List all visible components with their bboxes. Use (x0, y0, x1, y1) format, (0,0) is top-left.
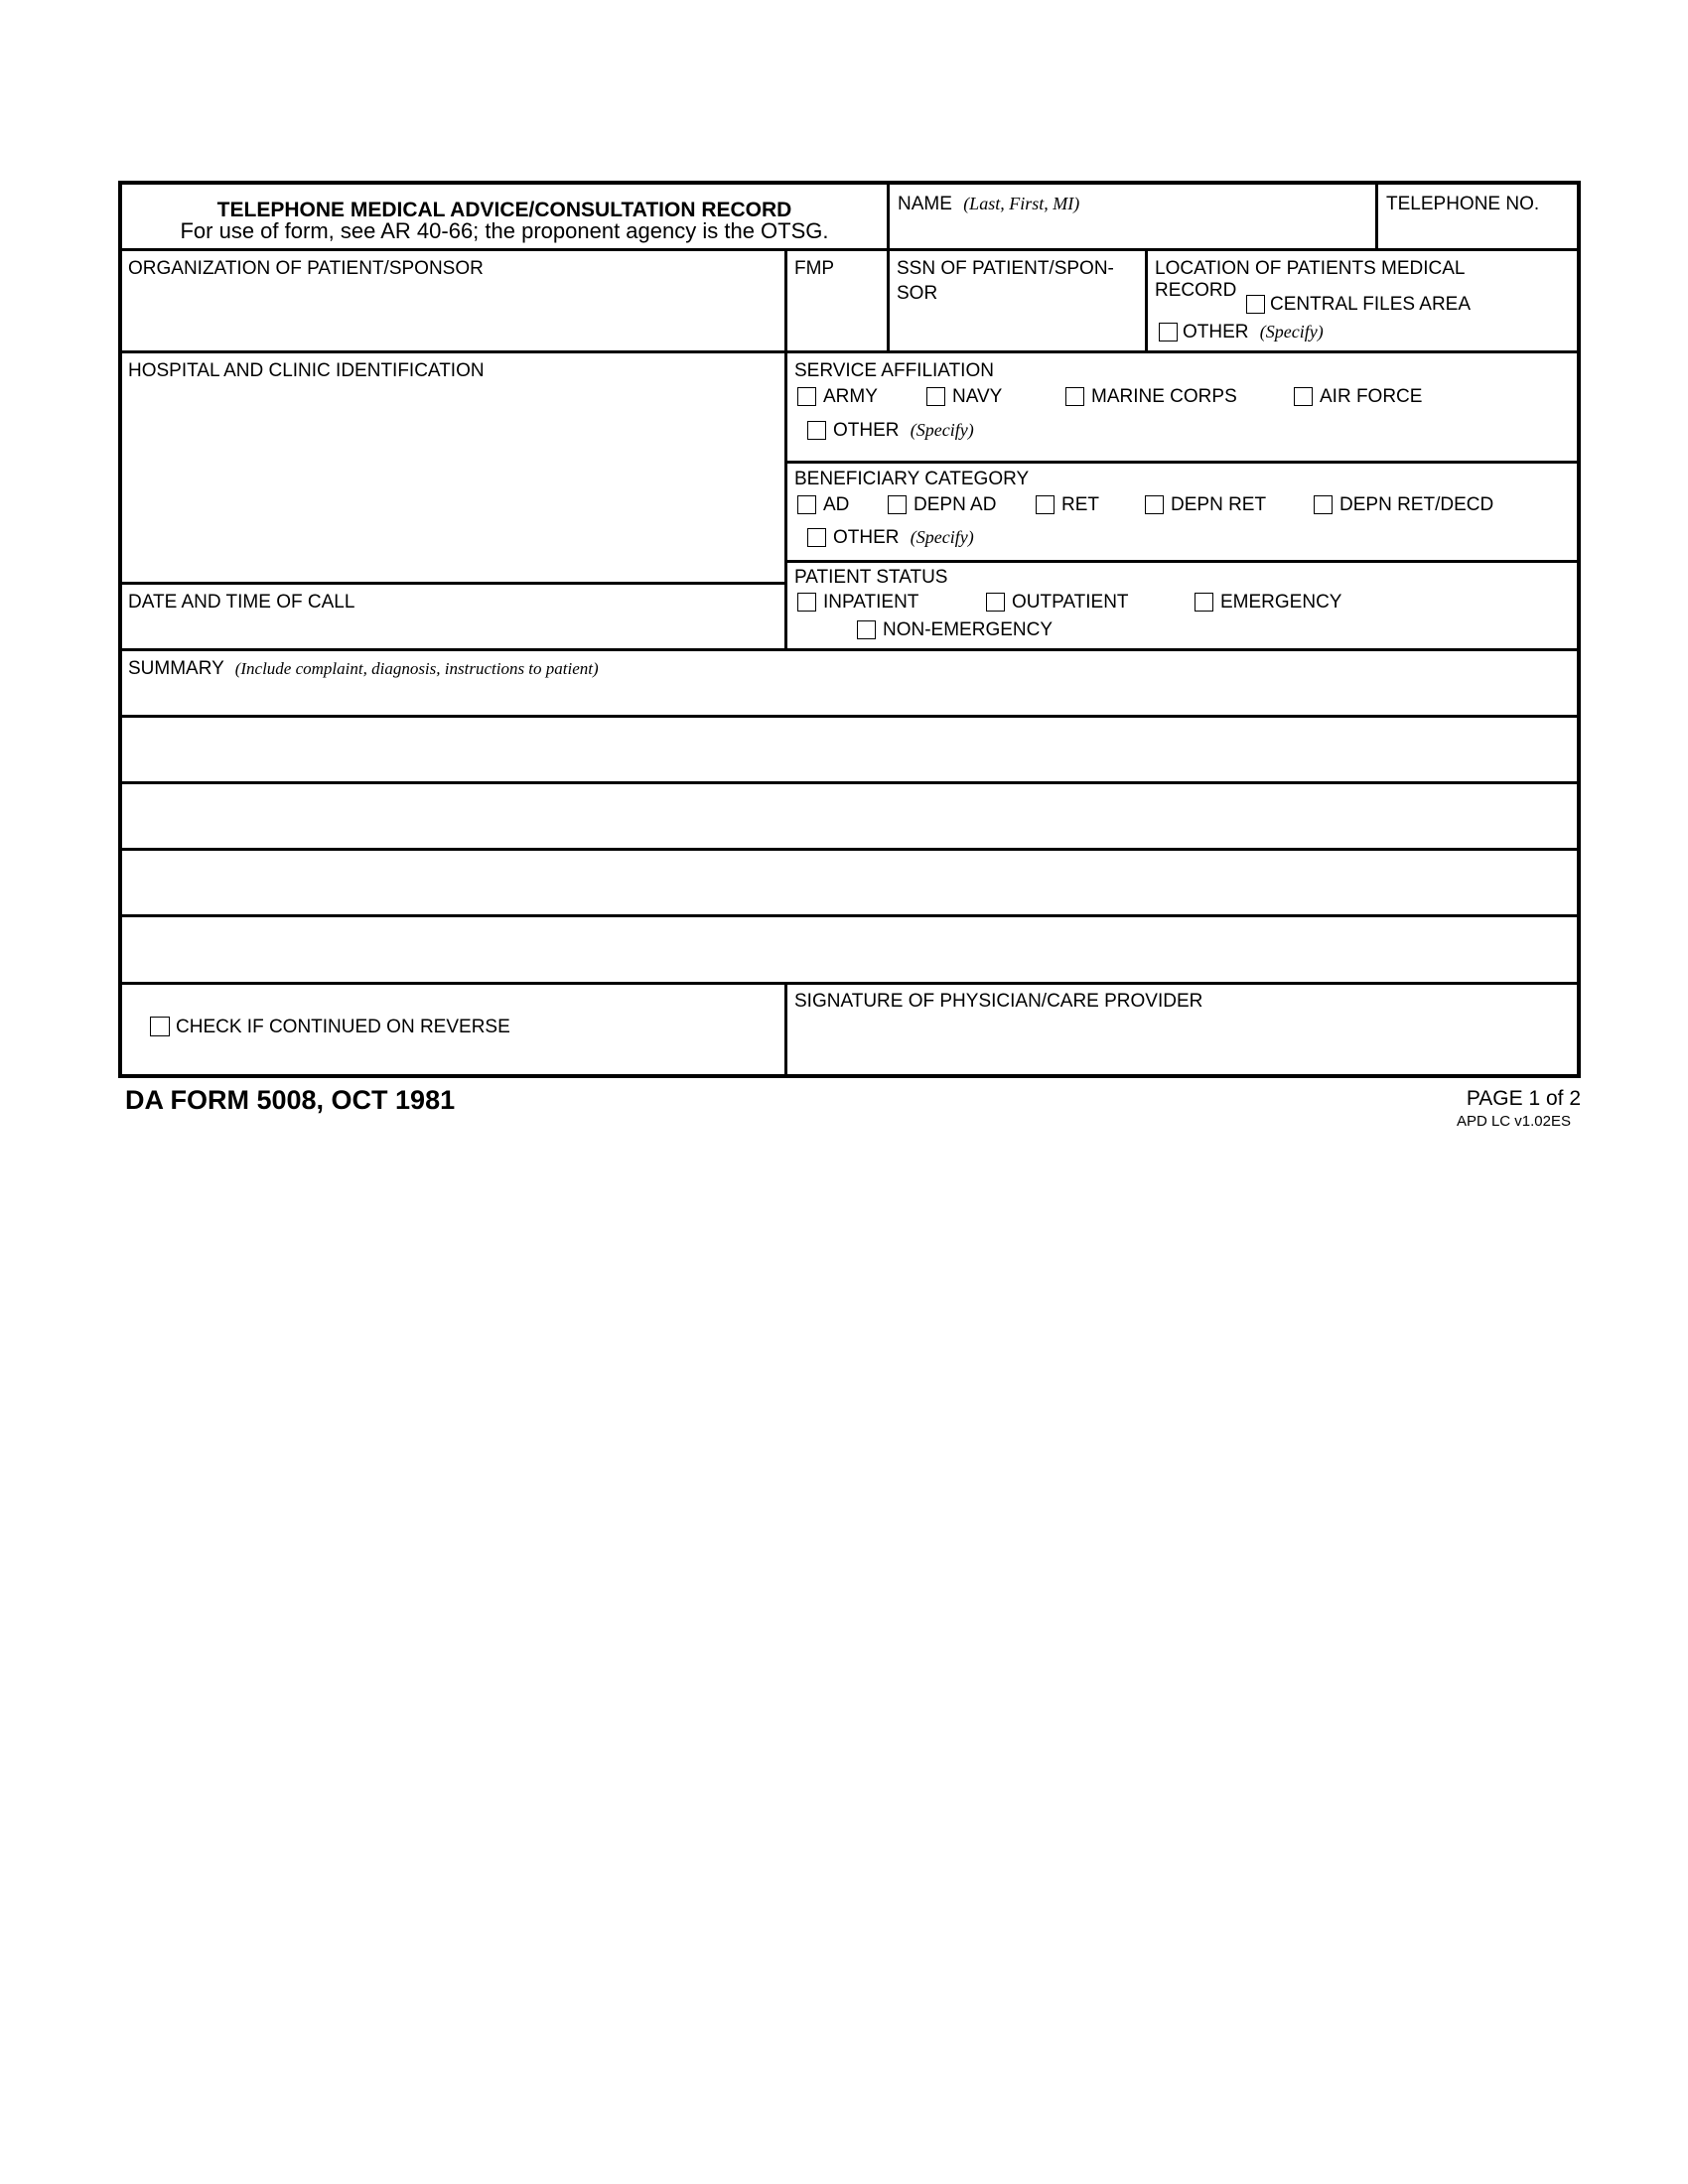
name-hint: (Last, First, MI) (963, 194, 1080, 213)
summary-field[interactable] (122, 651, 1577, 715)
location-specify-hint: (Specify) (1259, 322, 1324, 341)
navy-checkbox[interactable] (926, 387, 945, 406)
date-time-field[interactable] (122, 585, 784, 648)
navy-label: NAVY (952, 386, 1003, 407)
location-other-checkbox[interactable] (1159, 323, 1178, 341)
outpatient-label: OUTPATIENT (1012, 592, 1129, 613)
army-label: ARMY (823, 386, 878, 407)
ssn-field[interactable] (890, 251, 1145, 350)
outpatient-checkbox[interactable] (986, 593, 1005, 612)
emergency-checkbox[interactable] (1195, 593, 1213, 612)
ret-checkbox[interactable] (1036, 495, 1055, 514)
telephone-consultation-form (118, 181, 1581, 1078)
inpatient-checkbox[interactable] (797, 593, 816, 612)
marine-corps-checkbox[interactable] (1065, 387, 1084, 406)
signature-label: SIGNATURE OF PHYSICIAN/CARE PROVIDER (794, 991, 1203, 1012)
army-checkbox[interactable] (797, 387, 816, 406)
name-field[interactable] (890, 185, 1375, 248)
depn-ad-checkbox[interactable] (888, 495, 907, 514)
form-id: DA FORM 5008, OCT 1981 (125, 1085, 456, 1115)
summary-label: SUMMARY (128, 658, 224, 679)
location-other-label: OTHER (1183, 322, 1249, 342)
form-title: TELEPHONE MEDICAL ADVICE/CONSULTATION RECORD (216, 199, 792, 221)
telephone-label: TELEPHONE NO. (1386, 194, 1540, 214)
page-number: PAGE 1 of 2 (1466, 1087, 1581, 1110)
hospital-field[interactable] (122, 353, 784, 582)
form-subtitle: For use of form, see AR 40-66; the proponent agency is the OTSG. (180, 218, 829, 243)
depn-ret-decd-label: DEPN RET/DECD (1339, 494, 1494, 515)
beneficiary-other-checkbox[interactable] (807, 528, 826, 547)
beneficiary-category-section (787, 464, 1577, 560)
summary-line-4[interactable] (122, 917, 1577, 982)
date-time-label: DATE AND TIME OF CALL (128, 592, 355, 613)
location-field (1148, 251, 1577, 350)
beneficiary-other-label: OTHER (833, 527, 900, 548)
summary-line-2[interactable] (122, 784, 1577, 848)
continued-section (122, 985, 784, 1076)
ssn-label-line1: SSN OF PATIENT/SPON- (897, 258, 1114, 279)
beneficiary-label: BENEFICIARY CATEGORY (794, 469, 1030, 489)
non-emergency-checkbox[interactable] (857, 620, 876, 639)
depn-ret-decd-checkbox[interactable] (1314, 495, 1333, 514)
service-label: SERVICE AFFILIATION (794, 360, 994, 381)
continued-checkbox[interactable] (150, 1017, 170, 1036)
hospital-label: HOSPITAL AND CLINIC IDENTIFICATION (128, 360, 485, 381)
location-label-line1: LOCATION OF PATIENTS MEDICAL (1155, 258, 1466, 279)
continued-label: CHECK IF CONTINUED ON REVERSE (176, 1017, 510, 1037)
inpatient-label: INPATIENT (823, 592, 919, 613)
ad-checkbox[interactable] (797, 495, 816, 514)
depn-ad-label: DEPN AD (914, 494, 997, 515)
patient-status-section (787, 563, 1577, 648)
ret-label: RET (1061, 494, 1099, 515)
name-label: NAME (898, 194, 952, 214)
ad-label: AD (823, 494, 850, 515)
summary-hint: (Include complaint, diagnosis, instructions to patient) (234, 659, 599, 678)
service-specify-hint: (Specify) (910, 420, 974, 440)
summary-line-3[interactable] (122, 851, 1577, 914)
depn-ret-checkbox[interactable] (1145, 495, 1164, 514)
fmp-label: FMP (794, 258, 835, 279)
service-other-label: OTHER (833, 420, 900, 441)
emergency-label: EMERGENCY (1220, 592, 1342, 613)
marine-corps-label: MARINE CORPS (1091, 386, 1237, 407)
service-affiliation-section (787, 353, 1577, 461)
air-force-label: AIR FORCE (1320, 386, 1423, 407)
fmp-field[interactable] (787, 251, 887, 350)
non-emergency-label: NON-EMERGENCY (883, 619, 1054, 640)
service-other-checkbox[interactable] (807, 421, 826, 440)
telephone-field[interactable] (1378, 185, 1577, 248)
central-files-label: CENTRAL FILES AREA (1270, 294, 1472, 315)
organization-label: ORGANIZATION OF PATIENT/SPONSOR (128, 258, 484, 279)
organization-field[interactable] (122, 251, 784, 350)
ssn-label-line2: SOR (897, 283, 938, 304)
central-files-checkbox[interactable] (1246, 295, 1265, 314)
patient-status-label: PATIENT STATUS (794, 567, 948, 588)
beneficiary-specify-hint: (Specify) (910, 527, 974, 547)
version-label: APD LC v1.02ES (1456, 1113, 1571, 1130)
signature-field[interactable] (787, 985, 1577, 1076)
summary-line-1[interactable] (122, 718, 1577, 781)
location-label-line2: RECORD (1155, 280, 1237, 301)
air-force-checkbox[interactable] (1294, 387, 1313, 406)
depn-ret-label: DEPN RET (1171, 494, 1267, 515)
